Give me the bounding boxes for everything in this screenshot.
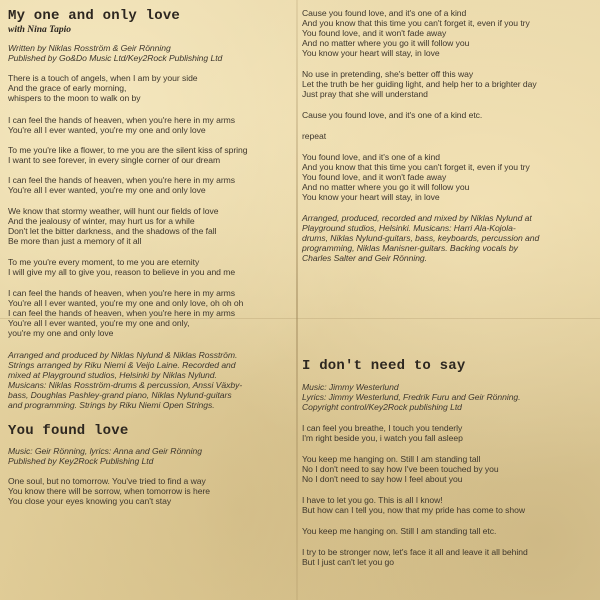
lyric-line: I want to see forever, in every single corner of our dream: [8, 155, 221, 165]
lyric-line: But how can I tell you, now that my pride has come to show: [302, 505, 526, 515]
lyric-line: I will give my all to give you, reason to believe in you and me: [8, 267, 236, 277]
lyric-line: And you know that this time you can't forget it, even if you try: [302, 162, 530, 172]
lyric-line: To me you're every moment, to me you are eternity: [8, 257, 200, 267]
lyric-line: To me you're like a flower, to me you are the silent kiss of spring: [8, 145, 248, 155]
lyric-line: You're all I ever wanted, you're my one and only,: [8, 318, 190, 328]
lyric-line: I can feel the hands of heaven, when you're here in my arms: [8, 115, 236, 125]
song-title-i-dont-need-to-say: I don't need to say: [302, 358, 466, 374]
production-note: Charles Salter and Geir Rönning.: [302, 253, 427, 263]
production-note: bass, Doughlas Pashley-grand piano, Niklas Nylund-guitars: [8, 390, 232, 400]
lyric-line: I'm right beside you, i watch you fall asleep: [302, 433, 463, 443]
lyric-line: whispers to the moon to walk on by: [8, 93, 141, 103]
lyric-line: And the jealousy of winter, may hurt us for a while: [8, 216, 195, 226]
lyric-line: You're all I ever wanted, you're my one and only love: [8, 185, 206, 195]
production-note: mixed at Playground studios, Helsinki by Niklas Nylund.: [8, 370, 217, 380]
lyric-line: Be more than just a memory of it all: [8, 236, 142, 246]
lyric-line: No use in pretending, she's better off this way: [302, 69, 474, 79]
credit-line: Copyright control/Key2Rock publishing Ltd: [302, 402, 462, 412]
production-note: Arranged and produced by Niklas Nylund & Niklas Rosström.: [8, 350, 238, 360]
lyric-line: We know that stormy weather, will hunt our fields of love: [8, 206, 219, 216]
production-note: drums, Niklas Nylund-guitars, bass, keyboards, percussion and: [302, 233, 540, 243]
lyric-line: You keep me hanging on. Still I am standing tall etc.: [302, 526, 497, 536]
lyric-line: And no matter where you go it will follow you: [302, 38, 470, 48]
lyric-line: Just pray that she will understand: [302, 89, 428, 99]
lyric-line: And the grace of early morning,: [8, 83, 127, 93]
lyric-line: Cause you found love, and it's one of a kind: [302, 8, 467, 18]
credit-line: Written by Niklas Rosström & Geir Rönning: [8, 43, 171, 53]
lyric-line: Let the truth be her guiding light, and help her to a brighter day: [302, 79, 537, 89]
song-title-my-one-and-only-love: My one and only love: [8, 8, 181, 24]
lyric-line: You close your eyes knowing you can't stay: [8, 496, 172, 506]
lyric-line: One soul, but no tomorrow. You've tried to find a way: [8, 476, 206, 486]
lyric-line: No I don't need to say how I've been touched by you: [302, 464, 499, 474]
production-note: Playground studios, Helsinki. Musicans: Harri Ala-Kojola-: [302, 223, 516, 233]
credit-line: Published by Go&Do Music Ltd/Key2Rock Publishing Ltd: [8, 53, 223, 63]
credit-line: Lyrics: Jimmy Westerlund, Fredrik Furu and Geir Rönning.: [302, 392, 521, 402]
lyric-line: You know your heart will stay, in love: [302, 192, 440, 202]
lyric-line: You found love, and it won't fade away: [302, 172, 447, 182]
featuring-credit: with Nina Tapio: [8, 25, 72, 35]
production-note: Strings arranged by Riku Niemi & Veijo Laine. Recorded and: [8, 360, 236, 370]
lyric-line: Cause you found love, and it's one of a kind etc.: [302, 110, 483, 120]
production-note: Musicans: Niklas Rosström-drums & percussion, Anssi Växby-: [8, 380, 243, 390]
credit-line: Published by Key2Rock Publishing Ltd: [8, 456, 154, 466]
lyric-line: No I don't need to say how I feel about you: [302, 474, 463, 484]
booklet-fold: [296, 0, 298, 600]
credit-line: Music: Jimmy Westerlund: [302, 382, 399, 392]
repeat-marker: repeat: [302, 131, 327, 141]
lyric-line: There is a touch of angels, when I am by your side: [8, 73, 198, 83]
lyric-line: I can feel you breathe, I touch you tenderly: [302, 423, 463, 433]
lyric-line: You know your heart will stay, in love: [302, 48, 440, 58]
production-note: Arranged, produced, recorded and mixed by Niklas Nylund at: [302, 213, 532, 223]
lyric-line: You keep me hanging on. Still I am standing tall: [302, 454, 481, 464]
lyric-line: You know there will be sorrow, when tomorrow is here: [8, 486, 210, 496]
credit-line: Music: Geir Rönning, lyrics: Anna and Geir Rönning: [8, 446, 202, 456]
song-title-you-found-love: You found love: [8, 423, 129, 439]
lyric-line: I can feel the hands of heaven, when you're here in my arms: [8, 308, 236, 318]
lyric-line: And you know that this time you can't forget it, even if you try: [302, 18, 530, 28]
lyric-line: And no matter where you go it will follow you: [302, 182, 470, 192]
lyric-line: I can feel the hands of heaven, when you're here in my arms: [8, 288, 236, 298]
production-note: programming, Niklas Manisner-guitars. Backing vocals by: [302, 243, 518, 253]
lyric-line: I have to let you go. This is all I know!: [302, 495, 443, 505]
lyric-line: You're all I ever wanted, you're my one and only love, oh oh oh: [8, 298, 244, 308]
lyric-line: You're all I ever wanted, you're my one and only love: [8, 125, 206, 135]
lyric-line: you're my one and only love: [8, 328, 114, 338]
lyric-line: I try to be stronger now, let's face it all and leave it all behind: [302, 547, 528, 557]
lyric-line: You found love, and it's one of a kind: [302, 152, 440, 162]
lyric-line: But I just can't let you go: [302, 557, 395, 567]
lyric-line: I can feel the hands of heaven, when you're here in my arms: [8, 175, 236, 185]
lyric-line: Don't let the bitter darkness, and the shadows of the fall: [8, 226, 217, 236]
lyric-line: You found love, and it won't fade away: [302, 28, 447, 38]
production-note: and programming. Strings by Riku Niemi Open Strings.: [8, 400, 215, 410]
